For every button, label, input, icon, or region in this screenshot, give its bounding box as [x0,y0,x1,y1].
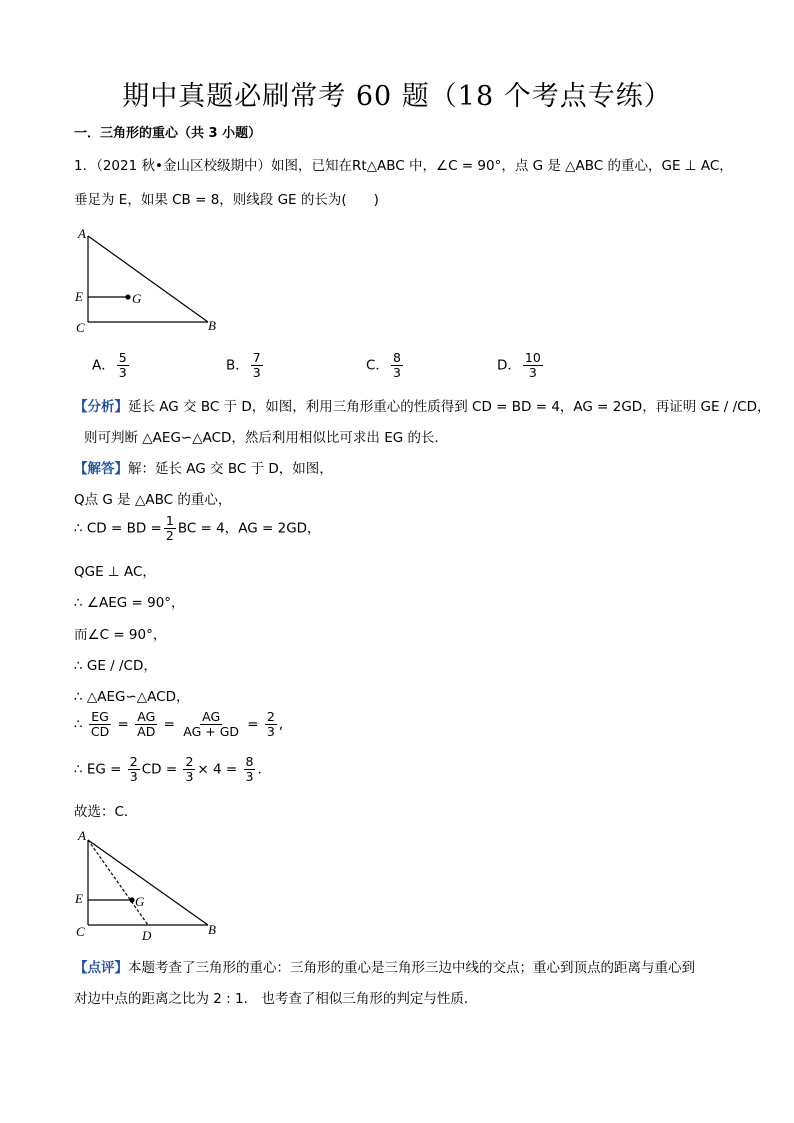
label-G: G [135,894,145,909]
solution-line-7: ∴ GE / /CD， [74,658,157,674]
option-a[interactable]: A． $\frac{5}{3}$ [92,350,127,380]
label-D: D [142,928,152,943]
option-c[interactable]: C． $\frac{8}{3}$ [366,350,401,380]
label-B: B [208,922,216,937]
label-B: B [208,318,216,333]
label-C: C [76,924,85,939]
comment-tag: 【点评】 [74,960,128,976]
question-line-1: 1．（2021 秋•金山区校级期中）如图，已知在Rt△ABC 中，∠C = 90°，点 G 是 △ABC 的重心，GE ⊥ AC， [74,158,733,174]
section-heading: 一．三角形的重心（共 3 小题） [74,126,262,141]
comment-line-2: 对边中点的距离之比为 2 : 1． 也考查了相似三角形的判定与性质． [74,991,478,1007]
solution-line-3: ∴ CD = BD = $\frac{1}{2}$ BC = 4，AG = 2GD， [74,513,321,543]
label-E: E [75,891,83,906]
solution-line-6: 而∠C = 90°， [74,627,167,643]
option-b[interactable]: B． $\frac{7}{3}$ [226,350,261,380]
comment-line-1: 【点评】本题考查了三角形的重心：三角形的重心是三角形三边中线的交点；重心到顶点的距离与重心到 [74,960,695,976]
solution-line-8: ∴ △AEG∽△ACD， [74,689,190,705]
solution-line-11: 故选：C． [74,804,138,820]
solution-line-4: QGE ⊥ AC， [74,564,156,580]
analysis-line-1: 【分析】延长 AG 交 BC 于 D，如图，利用三角形重心的性质得到 CD = BD = 4，AG = 2GD，再证明 GE / /CD， [74,399,771,415]
solution-line-10: ∴ EG = $\frac{2}{3}$ CD = $\frac{2}{3}$ × 4 = $\frac{8}{3}$ ． [74,754,271,784]
analysis-line-2: 则可判断 △AEG∽△ACD，然后利用相似比可求出 EG 的长． [84,430,448,446]
solution-line-5: ∴ ∠AEG = 90°， [74,595,185,611]
triangle-figure-1 [72,224,232,338]
solution-line-9: ∴ $\frac{EG}{CD}$ = $\frac{AG}{AD}$ = $\frac{AG}{AG + GD}$ = $\frac{2}{3}$ , [74,709,284,739]
solution-line-2: Q点 G 是 △ABC 的重心， [74,492,232,508]
page-title: 期中真题必刷常考 60 题（18 个考点专练） [122,81,672,112]
label-A: A [78,828,86,843]
label-A: A [78,226,86,241]
analysis-tag: 【分析】 [74,399,128,415]
triangle-figure-2 [72,828,232,946]
question-line-2: 垂足为 E，如果 CB = 8，则线段 GE 的长为( ) [74,192,379,208]
solution-line-1: 【解答】解：延长 AG 交 BC 于 D，如图， [74,461,333,477]
label-E: E [75,289,83,304]
solution-tag: 【解答】 [74,461,128,477]
label-C: C [76,320,85,335]
option-d[interactable]: D． $\frac{10}{3}$ [497,350,541,380]
label-G: G [132,291,142,306]
